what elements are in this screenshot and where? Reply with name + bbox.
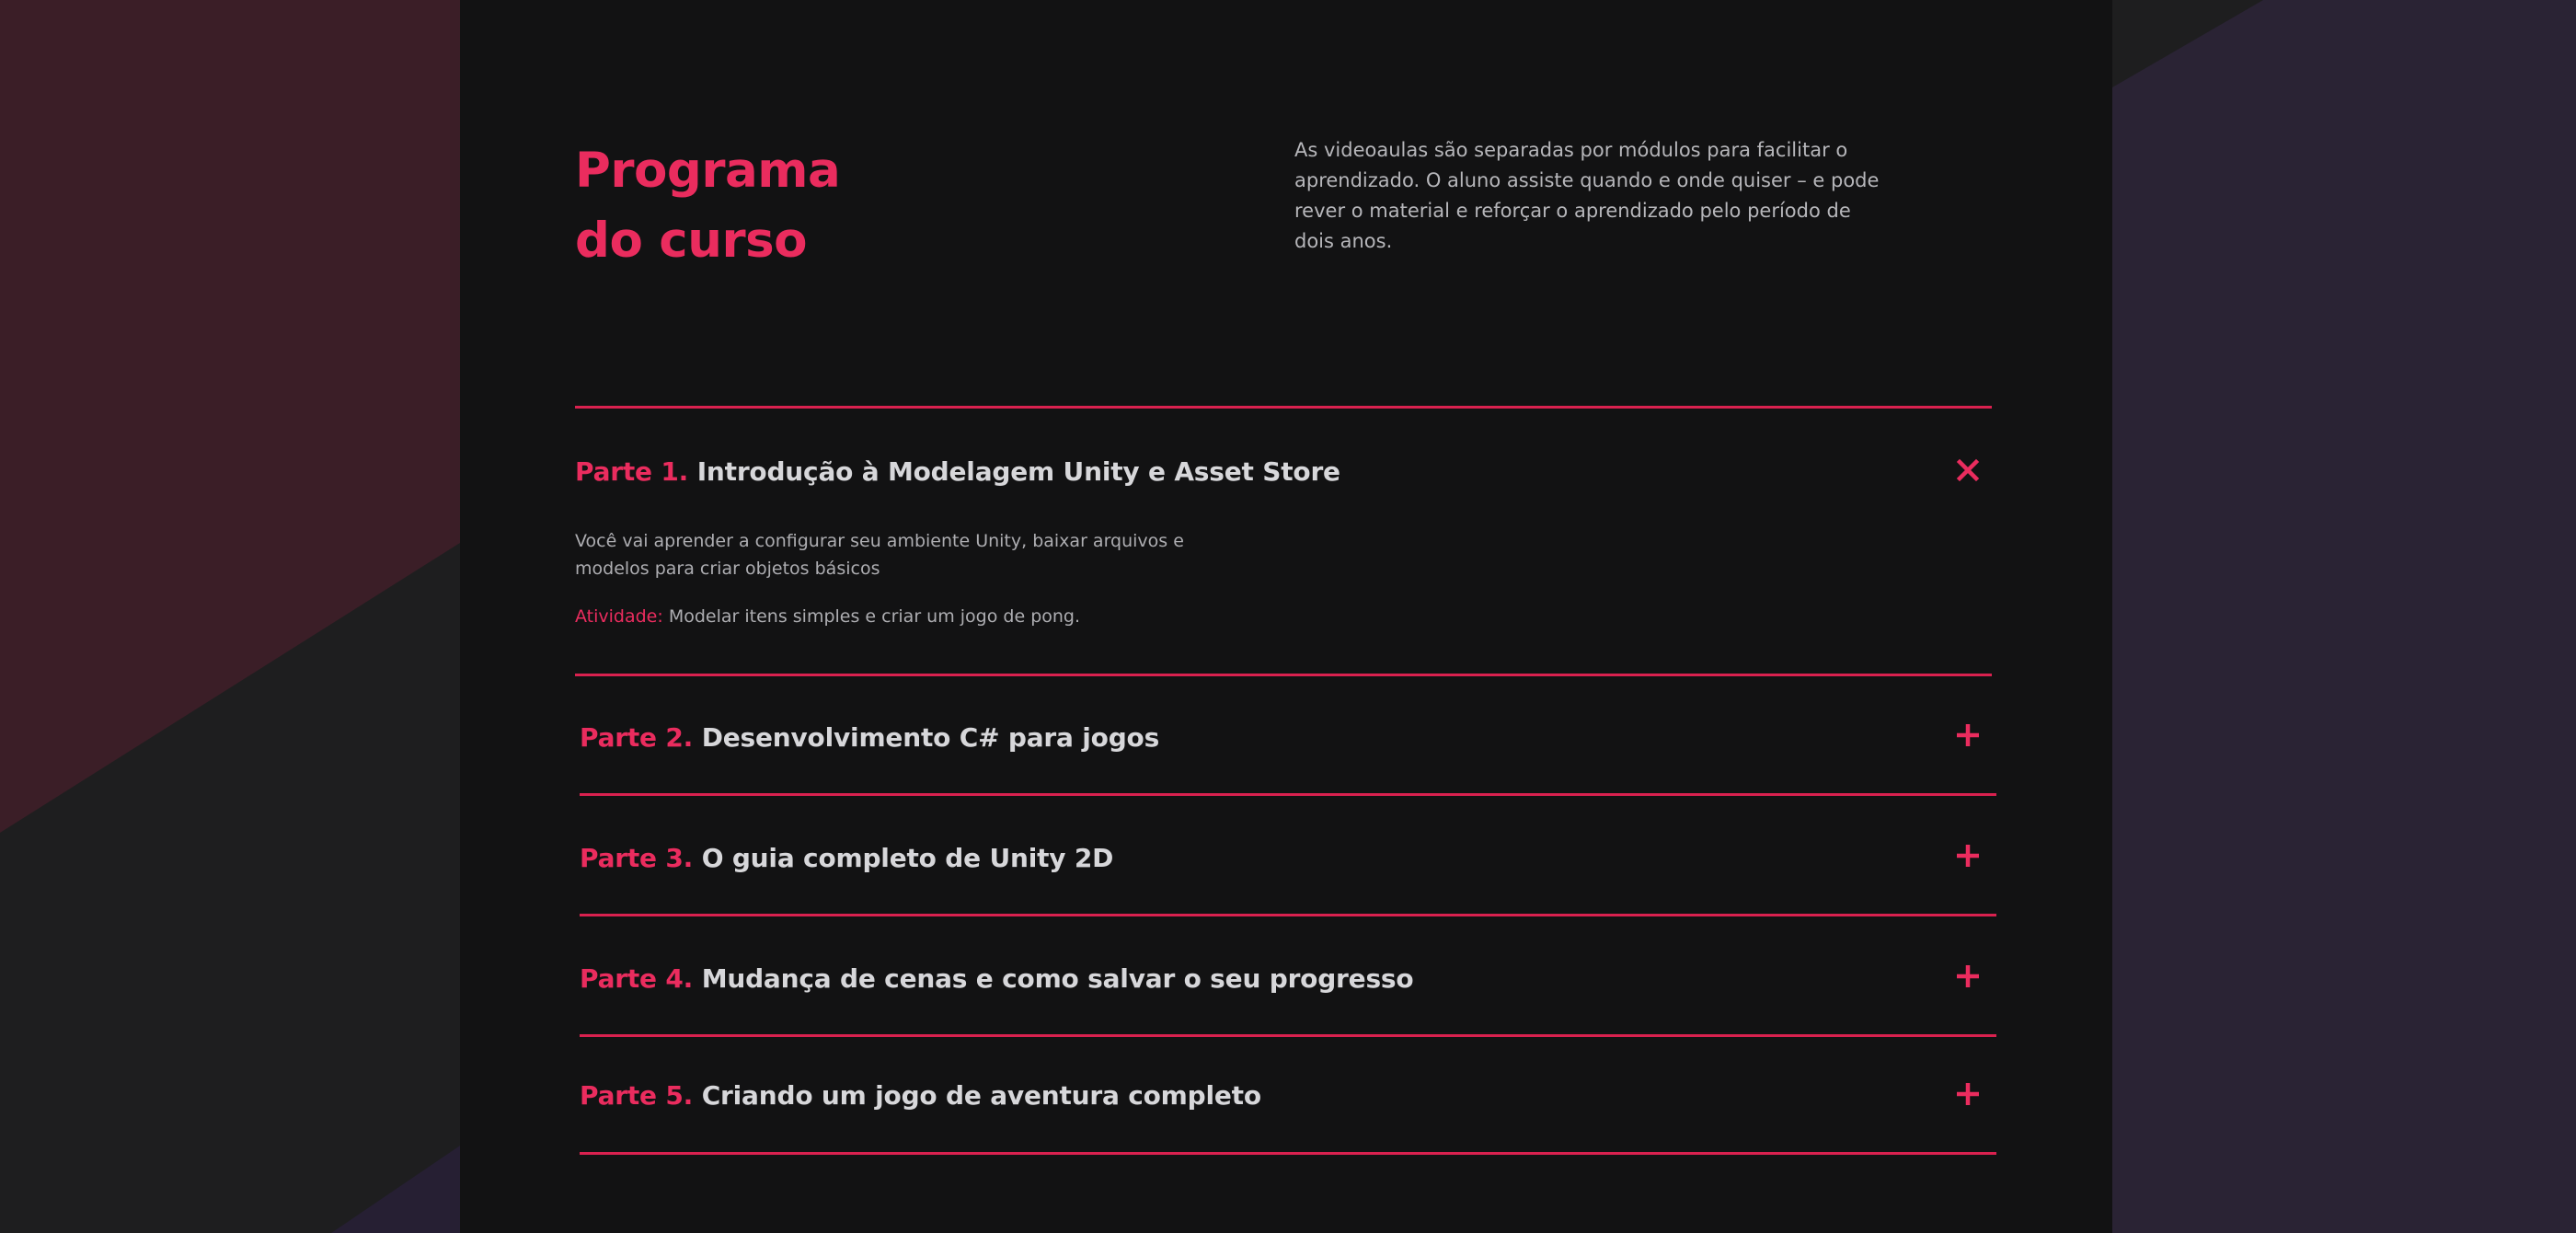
part-1-name: Introdução à Modelagem Unity e Asset Store	[696, 456, 1340, 487]
part-4-expand-button[interactable]	[1954, 962, 1982, 990]
part-2-name: Desenvolvimento C# para jogos	[701, 722, 1160, 753]
part-3-expand-button[interactable]	[1954, 842, 1982, 870]
section-title	[575, 136, 840, 276]
part-4-title[interactable]	[580, 963, 1413, 994]
part-2-title[interactable]	[580, 722, 1159, 753]
section-intro: As videoaulas são separadas por módulos para facilitar o aprendizado. O aluno assiste quando e onde quiser – e pode rever o material e reforçar o aprendizado pelo período de dois anos.	[1294, 139, 1880, 252]
part-1-collapse-button[interactable]	[1954, 456, 1982, 484]
part-5-title[interactable]	[580, 1080, 1261, 1111]
activity-label: Atividade:	[575, 606, 663, 627]
close-icon	[1954, 456, 1982, 484]
section-title-line-2: do curso	[575, 213, 808, 269]
part-2-expand-button[interactable]	[1954, 721, 1982, 749]
part-1-description: Você vai aprender a configurar seu ambiente Unity, baixar arquivos e modelos para criar objetos básicos	[575, 531, 1184, 579]
part-1-number: Parte 1.	[575, 456, 689, 487]
left-maroon-shape	[0, 0, 460, 833]
divider	[575, 674, 1992, 676]
part-4-name: Mudança de cenas e como salvar o seu progresso	[701, 963, 1414, 994]
part-1-activity	[575, 603, 1080, 630]
part-4-number: Parte 4.	[580, 963, 694, 994]
divider	[580, 914, 1996, 916]
plus-icon	[1954, 721, 1982, 749]
part-3-name: O guia completo de Unity 2D	[701, 843, 1114, 873]
plus-icon	[1954, 1080, 1982, 1108]
divider	[580, 793, 1996, 796]
part-5-number: Parte 5.	[580, 1080, 694, 1111]
part-3-title[interactable]	[580, 843, 1113, 873]
divider	[580, 1152, 1996, 1155]
part-3-number: Parte 3.	[580, 843, 694, 873]
part-1-title[interactable]	[575, 456, 1340, 487]
plus-icon	[1954, 842, 1982, 870]
divider	[580, 1034, 1996, 1037]
bottom-purple-shape	[331, 1146, 460, 1233]
right-purple-shape	[2112, 0, 2576, 1233]
part-5-expand-button[interactable]	[1954, 1080, 1982, 1108]
section-title-line-1: Programa	[575, 143, 841, 199]
part-5-name: Criando um jogo de aventura completo	[701, 1080, 1261, 1111]
plus-icon	[1954, 962, 1982, 990]
divider	[575, 406, 1992, 409]
activity-text: Modelar itens simples e criar um jogo de pong.	[668, 606, 1081, 627]
part-2-number: Parte 2.	[580, 722, 694, 753]
